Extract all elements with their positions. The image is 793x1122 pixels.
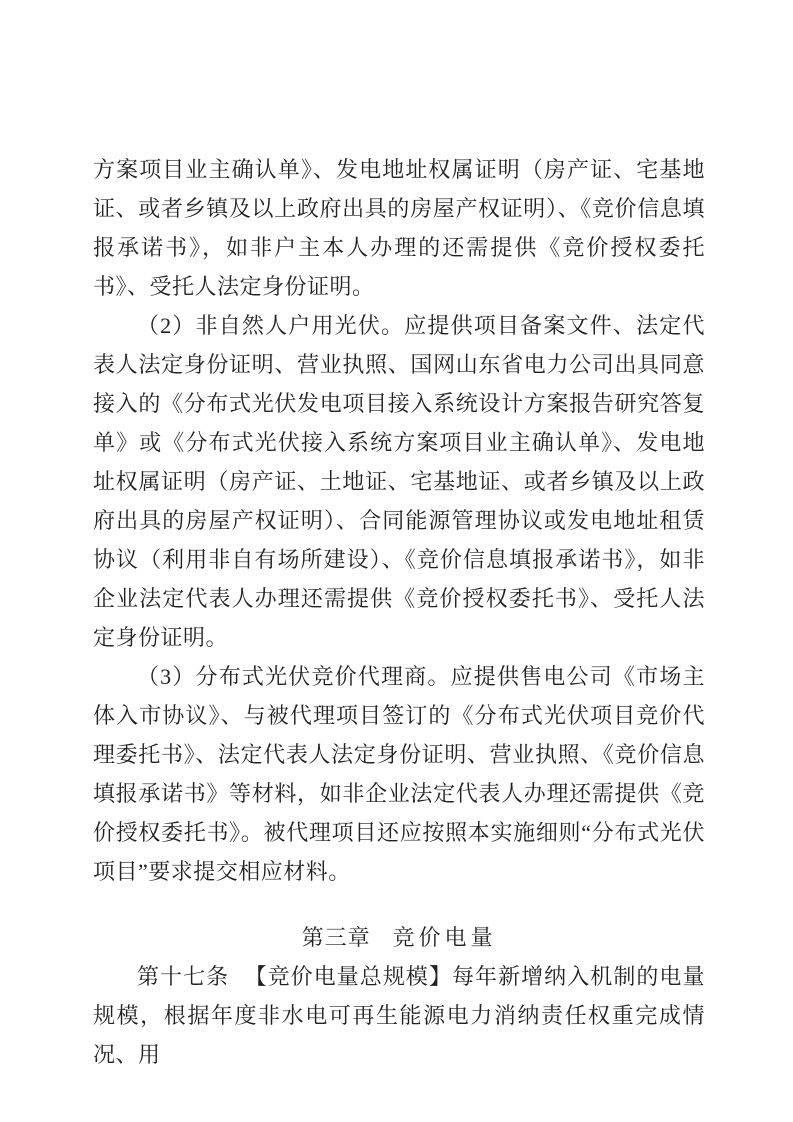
- body-paragraph-item-3: （3）分布式光伏竞价代理商。应提供售电公司《市场主体入市协议》、与被代理项目签订的《分布式光伏项目竞价代理委托书》、法定代表人法定身份证明、营业执照、《竞价信息填报承诺书》等材料，如非企业法定代表人办理还需提供《竞价授权委托书》。被代理项目还应按照本实施细则“分布式光伏项目”要求提交相应材料。: [93, 664, 705, 884]
- article-body-text: 每年新增纳入机制的电量规模，根据年度非水电可再生能源电力消纳责任权重完成情况、用: [93, 964, 705, 1067]
- chapter-title: 竞价电量: [392, 925, 497, 950]
- article-bracket-title: 【竞价电量总规模】: [244, 964, 452, 989]
- chapter-number: 第三章: [301, 925, 371, 950]
- body-paragraph-item-2: （2）非自然人户用光伏。应提供项目备案文件、法定代表人法定身份证明、营业执照、国网山东省电力公司出具同意接入的《分布式光伏发电项目接入系统设计方案报告研究答复单》或《分布式光伏接入系统方案项目业主确认单》、发电地址权属证明（房产证、土地证、宅基地证、或者乡镇及以上政府出具的房屋产权证明）、合同能源管理协议或发电地址租赁协议（利用非自有场所建设）、《竞价信息填报承诺书》，如非企业法定代表人办理还需提供《竞价授权委托书》、受托人法定身份证明。: [93, 313, 705, 650]
- document-content: [93, 150, 705, 1074]
- body-paragraph-continuation: 方案项目业主确认单》、发电地址权属证明（房产证、宅基地证、或者乡镇及以上政府出具的房屋产权证明）、《竞价信息填报承诺书》，如非户主本人办理的还需提供《竞价授权委托书》、受托人法定身份证明。: [93, 157, 705, 299]
- article-paragraph: [93, 957, 705, 1074]
- chapter-heading: [93, 918, 705, 957]
- article-number: 第十七条: [137, 964, 230, 989]
